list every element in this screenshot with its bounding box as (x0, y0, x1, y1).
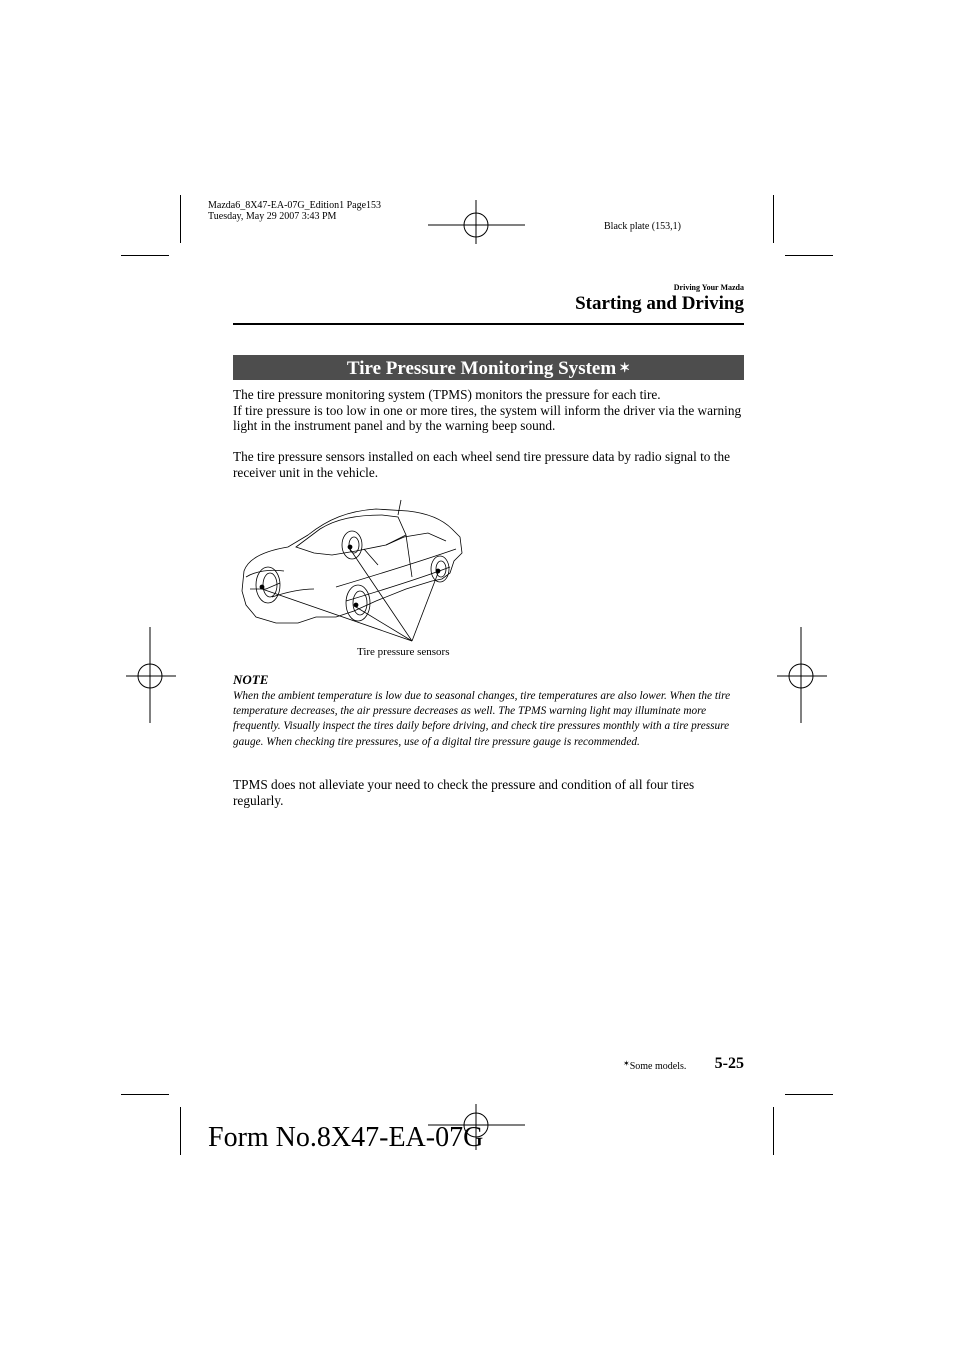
registration-mark-icon (777, 627, 827, 723)
crop-mark (773, 195, 774, 243)
banner-title: Tire Pressure Monitoring System (346, 358, 617, 379)
crop-mark (180, 195, 181, 243)
models-note: Some models. (629, 1061, 687, 1072)
note-heading: NOTE (233, 672, 269, 687)
crop-mark (180, 1107, 181, 1155)
page-number: 5-25 (714, 1055, 744, 1072)
note-text: When the ambient temperature is low due to seasonal changes, tire temperatures are also lower. When the tire temperature decreases, the air pressure decreases as well. The TPMS warning light may illuminate more frequently. Visually inspect the tires daily before driving, and check tire pressures monthly with a tire pressure gauge. When checking tire pressures, use of a digital tire pressure gauge is recommended. (233, 690, 731, 748)
file-info-line: Mazda6_8X47-EA-07G_Edition1 Page153 (208, 200, 382, 211)
form-number: Form No.8X47-EA-07G (208, 1122, 484, 1153)
models-footnote (623, 1059, 686, 1072)
crop-mark (121, 255, 169, 256)
paragraph-tpms-reminder: TPMS does not alleviate your need to check the pressure and condition of all four tires regularly. (233, 777, 695, 808)
figure-caption: Tire pressure sensors (357, 646, 450, 658)
car-illustration (236, 493, 470, 649)
section-title: Starting and Driving (575, 293, 744, 314)
plate-info: Black plate (153,1) (604, 221, 681, 232)
asterisk-icon: ✶ (623, 1059, 630, 1068)
topic-banner (233, 355, 744, 380)
file-timestamp-line: Tuesday, May 29 2007 3:43 PM (208, 211, 337, 222)
registration-mark-icon (428, 200, 526, 250)
paragraph-line: The tire pressure monitoring system (TPMS) monitors the pressure for each tire. (233, 387, 661, 402)
crop-mark (121, 1094, 169, 1095)
crop-mark (785, 255, 833, 256)
crop-mark (773, 1107, 774, 1155)
section-subtitle: Driving Your Mazda (673, 283, 744, 292)
paragraph-line: If tire pressure is too low in one or more tires, the system will inform the driver via the warning light in the instrument panel and by the warning beep sound. (233, 402, 742, 434)
crop-mark (785, 1094, 833, 1095)
paragraph-intro (233, 387, 745, 434)
paragraph-sensors: The tire pressure sensors installed on each wheel send tire pressure data by radio signal to the receiver unit in the vehicle. (233, 449, 730, 480)
registration-mark-icon (126, 627, 176, 723)
section-divider (233, 323, 744, 325)
asterisk-icon: ✶ (619, 360, 631, 375)
